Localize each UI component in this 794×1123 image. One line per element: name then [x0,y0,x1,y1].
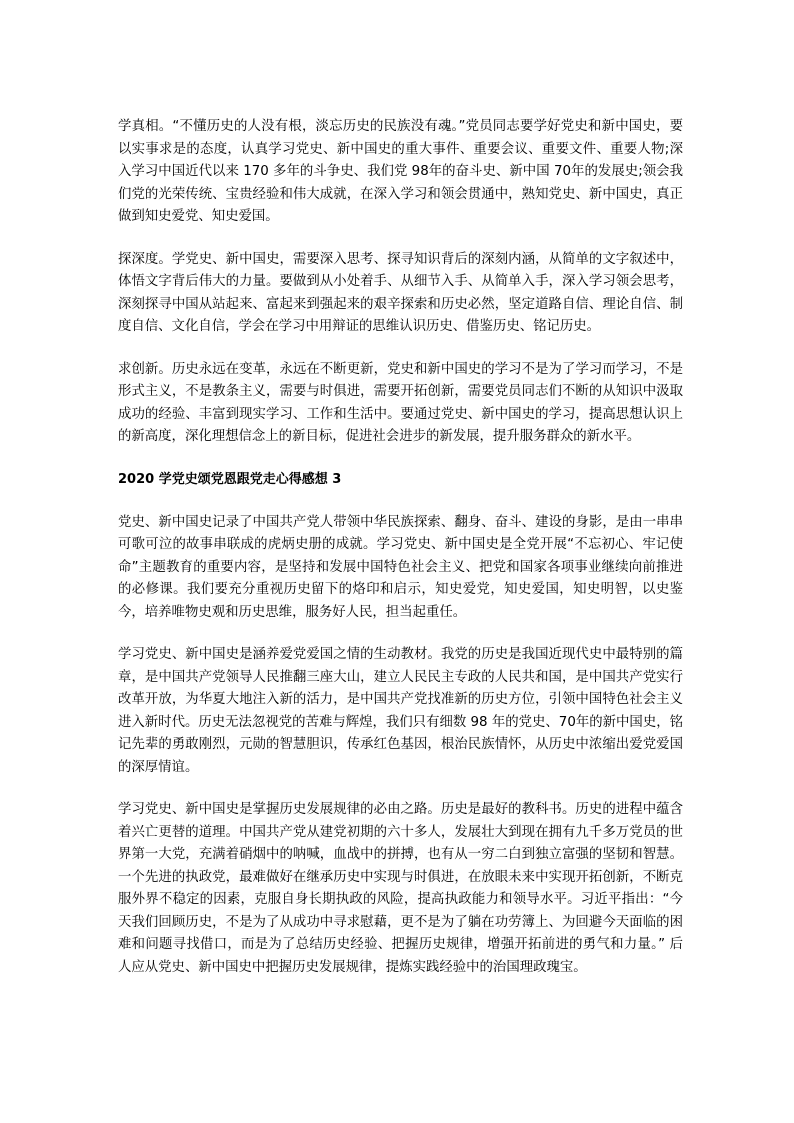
paragraph-history-record: 党史、新中国史记录了中国共产党人带领中华民族探索、翻身、奋斗、建设的身影，是由一串串可歌可泣的故事串联成的虎炳史册的成就。学习党史、新中国史是全党开展“不忘初心、牢记使命”主题教育的重要内容，是坚持和发展中国特色社会主义、把党和国家各项事业继续向前推进的必修课。我们要充分重视历史留下的烙印和启示，知史爱党，知史爱国，知史明智，以史鉴今，培养唯物史观和历史思维，服务好人民，担当起重任。 [118,514,683,620]
document-page [118,116,683,999]
paragraph-study-truth: 学真相。“不懂历史的人没有根，淡忘历史的民族没有魂。”党员同志要学好党史和新中国史，要以实事求是的态度，认真学习党史、新中国史的重大事件、重要会议、重要文件、重要人物;深入学习中国近代以来 170 多年的斗争史、我们党 98年的奋斗史、新中国 70年的发展史;领会我们党的光荣传统、宝贵经验和伟大成就，在深入学习和领会贯通中，熟知党史、新中国史，真正做到知史爱党、知史爱国。 [118,119,683,224]
paragraph-historical-laws: 学习党史、新中国史是掌握历史发展规律的必由之路。历史是最好的教科书。历史的进程中蕴含着兴亡更替的道理。中国共产党从建党初期的六十多人，发展壮大到现在拥有九千多万党员的世界第一大党，充满着硝烟中的呐喊，血战中的拼搏，也有从一穷二白到独立富强的坚韧和智慧。一个先进的执政党，最难做好在继承历史中实现与时俱进，在放眼未来中实现开拓创新，不断克服外界不稳定的因素，克服自身长期执政的风险，提高执政能力和领导水平。习近平指出：“今天我们回顾历史，不是为了从成功中寻求慰藉，更不是为了躺在功劳簿上、为回避今天面临的困难和问题寻找借口，而是为了总结历史经验、把握历史规律，增强开拓前进的勇气和力量。” 后人应从党史、新中国史中把握历史发展规律，提炼实践经验中的治国理政瑰宝。 [118,802,683,975]
paragraph-patriotism-material: 学习党史、新中国史是涵养爱党爱国之情的生动教材。我党的历史是我国近现代史中最特别的篇章，是中国共产党领导人民推翻三座大山，建立人民民主专政的人民共和国，是中国共产党实行改革开放，为华夏大地注入新的活力，是中国共产党找准新的历史方位，引领中国特色社会主义进入新时代。历史无法忽视党的苦难与辉煌，我们只有细数 98 年的党史、70年的新中国史，铭记先辈的勇敢刚烈，元勋的智慧胆识，传承红色基因，根治民族情怀，从历史中浓缩出爱党爱国的深厚情谊。 [118,647,683,775]
section-heading: 2020 学党史颂党恩跟党走心得感想 3 [118,471,342,487]
paragraph-seek-innovation: 求创新。历史永远在变革，永远在不断更新，党史和新中国史的学习不是为了学习而学习，不是形式主义，不是教条主义，需要与时俱进，需要开拓创新，需要党员同志们不断的从知识中汲取成功的经验、丰富到现实学习、工作和生活中。要通过党史、新中国史的学习，提高思想认识上的新高度，深化理想信念上的新目标，促进社会进步的新发展，提升服务群众的新水平。 [118,361,683,444]
paragraph-explore-depth: 探深度。学党史、新中国史，需要深入思考、探寻知识背后的深刻内涵，从简单的文字叙述中，体悟文字背后伟大的力量。要做到从小处着手、从细节入手、从简单入手，深入学习领会思考，深刻探寻中国从站起来、富起来到强起来的艰辛探索和历史必然，坚定道路自信、理论自信、制度自信、文化自信，学会在学习中用辩证的思维认识历史、借鉴历史、铭记历史。 [118,251,683,334]
